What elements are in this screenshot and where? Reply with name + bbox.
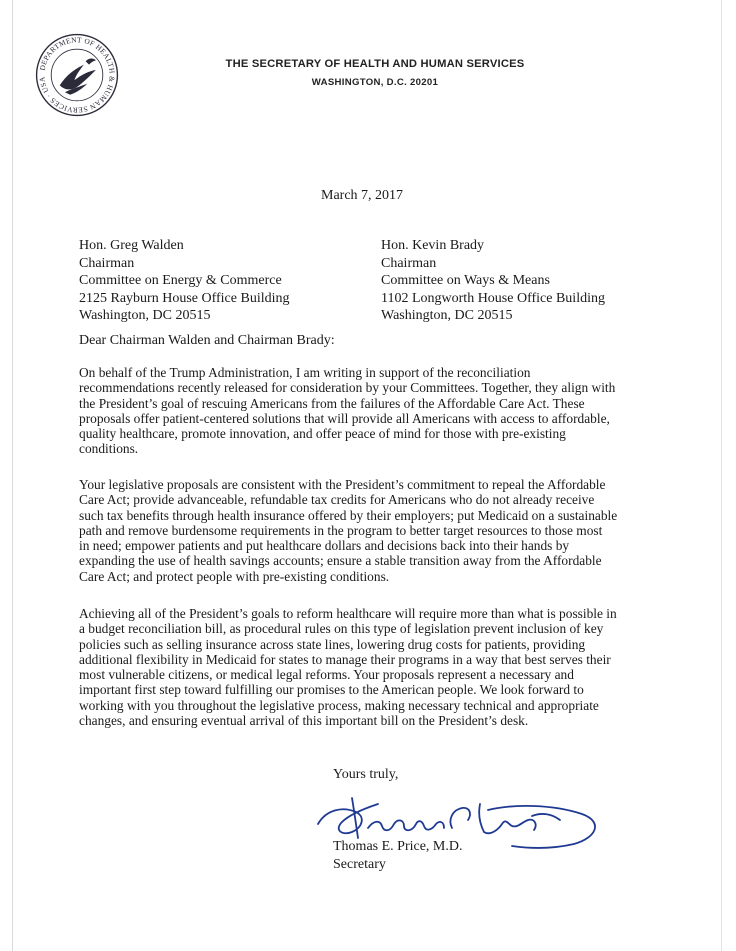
paragraph-line: policies such as selling insurance across state lines, lowering drug costs for patients, providing xyxy=(79,636,586,652)
seal-ring-text: DEPARTMENT OF HEALTH & HUMAN SERVICES · USA xyxy=(37,35,117,115)
header-city: WASHINGTON, D.C. 20201 xyxy=(311,77,439,88)
paragraph-line: Your legislative proposals are consistent with the President’s commitment to repeal the Affordable xyxy=(79,477,606,492)
body-paragraph-1 xyxy=(79,365,725,457)
scan-edge-left xyxy=(12,0,13,951)
salutation: Dear Chairman Walden and Chairman Brady: xyxy=(79,333,335,348)
signer-name: Thomas E. Price, M.D. xyxy=(333,839,463,854)
paragraph-line: most vulnerable citizens, or medical legal reforms. Your proposals represent a necessary and xyxy=(79,667,574,683)
recipient-line: Chairman xyxy=(381,255,437,271)
body-paragraph-3 xyxy=(79,606,725,728)
paragraph-line: in need; empower patients and put healthcare dollars and decisions back into their hands by xyxy=(79,538,570,554)
paragraph-line: expanding the use of health savings accounts; ensure a stable transition away from the Affordable xyxy=(79,553,602,569)
recipient-line: Committee on Energy & Commerce xyxy=(79,273,282,288)
paragraph-line: proposals offer patient-centered solutions that will provide all Americans with access to affordable, xyxy=(79,410,610,426)
paragraph-line: recommendations recently released for consideration by your Committees. Together, they align with xyxy=(79,380,616,396)
svg-text:DEPARTMENT OF HEALTH & HUMAN S xyxy=(37,35,117,115)
recipient-line: 1102 Longworth House Office Building xyxy=(381,290,605,306)
paragraph-line: a budget reconciliation bill, as procedural rules on this type of legislation prevent inclusion of key xyxy=(79,621,604,637)
paragraph-line: quality healthcare, promote innovation, and offer peace of mind for those with pre-existing xyxy=(79,426,566,442)
paragraph-line: additional flexibility in Medicaid for states to manage their programs in a way that best serves their xyxy=(79,651,611,667)
paragraph-line: Care Act; and protect people with pre-existing conditions. xyxy=(79,568,390,584)
recipient-line: Chairman xyxy=(79,255,135,271)
recipient-line: 2125 Rayburn House Office Building xyxy=(79,290,290,306)
recipient-line: Committee on Ways & Means xyxy=(381,273,550,288)
recipient-line: Hon. Kevin Brady xyxy=(381,238,485,253)
recipient-line: Hon. Greg Walden xyxy=(79,238,184,253)
paragraph-line: Achieving all of the President’s goals to reform healthcare will require more than what is possible in xyxy=(79,606,617,621)
closing: Yours truly, xyxy=(333,767,399,782)
recipient-address-brady xyxy=(381,237,605,325)
recipient-address-walden xyxy=(79,237,290,325)
scan-edge-right xyxy=(721,0,722,951)
paragraph-line: such tax benefits through health insurance offered by their employers; put Medicaid on a sustainable xyxy=(79,507,618,523)
paragraph-line: working with you throughout the legislative process, making necessary technical and appropriate xyxy=(79,697,599,713)
paragraph-line: changes, and ensuring eventual arrival of this important bill on the President’s desk. xyxy=(79,713,529,729)
body-paragraph-2 xyxy=(79,477,725,584)
recipient-line: Washington, DC 20515 xyxy=(79,308,211,323)
paragraph-line: important first step toward fulfilling our promises to the American people. We look forward to xyxy=(79,682,584,698)
paragraph-line: Care Act; provide advanceable, refundable tax credits for Americans who do not already receive xyxy=(79,492,595,508)
hhs-seal-logo xyxy=(34,32,120,118)
letter-date: March 7, 2017 xyxy=(321,188,404,203)
paragraph-line: On behalf of the Trump Administration, I am writing in support of the reconciliation xyxy=(79,365,531,380)
recipient-line: Washington, DC 20515 xyxy=(381,308,513,323)
header-title: THE SECRETARY OF HEALTH AND HUMAN SERVICES xyxy=(225,58,525,70)
signer-block xyxy=(333,838,462,874)
paragraph-line: the President’s goal of rescuing Americans from the failures of the Affordable Care Act. These xyxy=(79,395,585,411)
paragraph-line: path and remove burdensome requirements in the program to better target resources to those most xyxy=(79,522,603,538)
paragraph-line: conditions. xyxy=(79,441,139,457)
signer-title: Secretary xyxy=(333,857,386,872)
